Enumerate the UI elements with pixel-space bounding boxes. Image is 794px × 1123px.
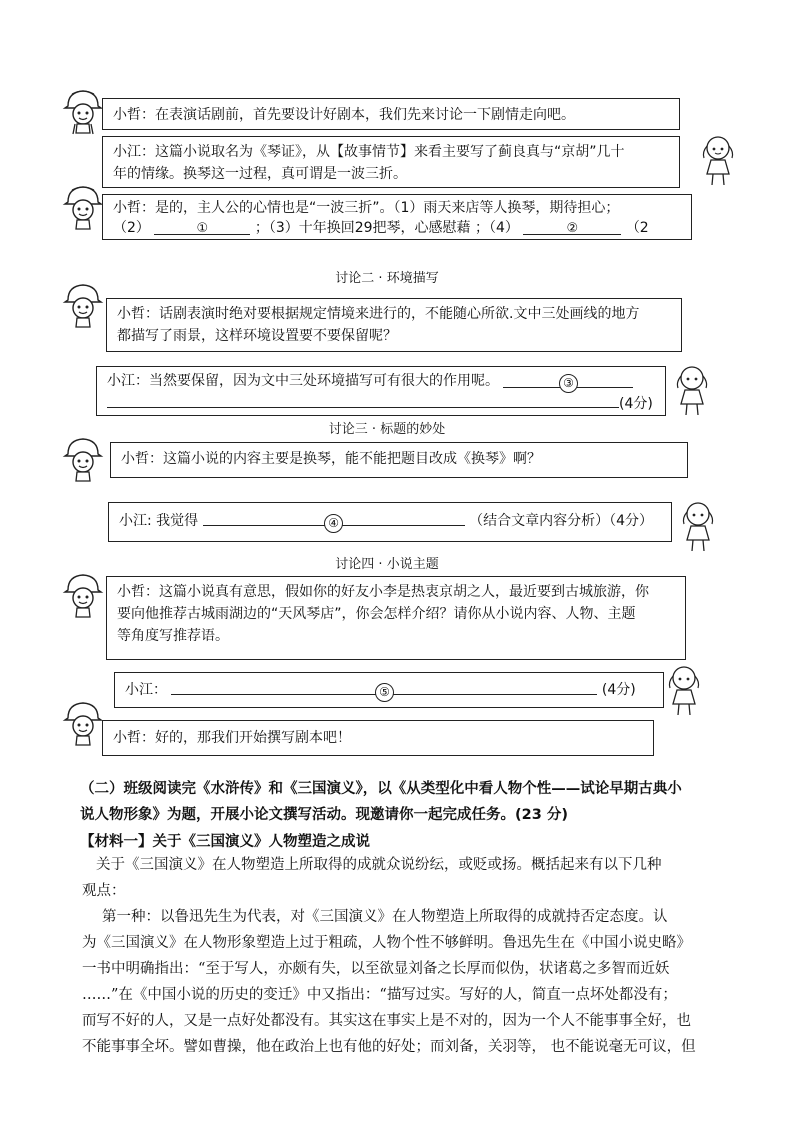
dialogue-box-jiang-2 <box>96 366 666 416</box>
dialogue-box-jiang-3 <box>108 502 672 542</box>
answer-blank-3[interactable] <box>503 371 633 388</box>
dialogue-line: 等角度写推荐语。 <box>117 628 229 644</box>
dialogue-box-zhe-6 <box>102 720 654 756</box>
girl-avatar-icon <box>698 132 738 188</box>
dialogue-box-jiang-4 <box>114 672 664 708</box>
dialogue-box-zhe-5 <box>106 576 686 660</box>
score-label: (4分) <box>619 396 653 412</box>
dialogue-line: 都描写了雨景，这样环境设置要不要保留呢？ <box>117 328 397 344</box>
dialogue-box-zhe-4 <box>110 442 688 478</box>
answer-line[interactable] <box>107 391 619 408</box>
dialogue-line: 小哲：话剧表演时绝对要根据规定情境来进行的，不能随心所欲.文中三处画线的地方 <box>117 306 640 322</box>
paragraph-line: 一书中明确指出：“至于写人，亦颇有失，以至欲显刘备之长厚而似伪，状诸葛之多智而近妖 <box>82 961 670 977</box>
boy-avatar-icon <box>62 282 104 330</box>
discussion-heading-4: 讨论四 · 小说主题 <box>335 557 439 572</box>
paragraph-line: 观点： <box>82 883 126 899</box>
instruction-suffix: （结合文章内容分析）（4分） <box>469 513 653 529</box>
boy-avatar-icon <box>62 88 104 136</box>
paragraph-line: 关于《三国演义》在人物塑造上所取得的成就众说纷纭，或贬或扬。概括起来有以下几种 <box>96 857 662 873</box>
dialogue-text: 小江：当然要保留，因为文中三处环境描写可有很大的作用呢。 <box>107 373 499 389</box>
paragraph-line: 第一种：以鲁迅先生为代表，对《三国演义》在人物塑造上所取得的成就持否定态度。认 <box>102 909 668 925</box>
paragraph <box>82 852 714 904</box>
paragraph-line: ……”在《中国小说的历史的变迁》中又指出：“描写过实。写好的人，简直一点坏处都没有； <box>82 987 677 1003</box>
boy-avatar-icon <box>62 700 104 748</box>
dialogue-text: 小哲：这篇小说的内容主要是换琴，能不能把题目改成《换琴》啊？ <box>121 451 541 467</box>
girl-avatar-icon <box>672 362 712 418</box>
dialogue-line <box>113 218 681 238</box>
answer-blank-5[interactable] <box>171 678 597 699</box>
paragraph-line: 而写不好的人，又是一点好处都没有。其实这在事实上是不对的，因为一个人不能事事全好，也 <box>82 1013 691 1029</box>
section-title-line: （二）班级阅读完《水浒传》和《三国演义》，以《从类型化中看人物个性——试论早期古典小 <box>80 781 682 797</box>
circled-number: ③ <box>559 374 578 393</box>
paragraph-line: 不能事事全坏。譬如曹操，他在政治上也有他的好处；而刘备，关羽等， 也不能说毫无可议，但 <box>82 1039 696 1055</box>
discussion-heading-3: 讨论三 · 标题的妙处 <box>328 422 446 437</box>
boy-avatar-icon <box>62 572 104 620</box>
dialogue-text: 小哲：在表演话剧前，首先要设计好剧本，我们先来讨论一下剧情走向吧。 <box>113 107 575 123</box>
dialogue-box-zhe-2 <box>102 194 692 240</box>
score-label: (4分) <box>601 682 636 698</box>
section-title-line: 说人物形象》为题，开展小论文撰写活动。现邀请你一起完成任务。(23 分) <box>80 807 568 823</box>
material-title: 【材料一】关于《三国演义》人物塑造之成说 <box>80 834 370 850</box>
paragraph <box>82 904 714 1060</box>
dialogue-text: 小江: 我觉得 <box>119 513 199 529</box>
boy-avatar-icon <box>62 436 104 484</box>
blank-number: ① <box>196 221 209 236</box>
dialogue-box-zhe-3 <box>106 298 682 352</box>
circled-number: ④ <box>324 514 343 533</box>
blank-prefix: （2） <box>113 220 150 236</box>
dialogue-line: 年的情缘。换琴这一过程，真可谓是一波三折。 <box>113 166 407 182</box>
paragraph-line: 为《三国演义》在人物形象塑造上过于粗疏，人物个性不够鲜明。鲁迅先生在《中国小说史略》 <box>82 935 691 951</box>
girl-avatar-icon <box>678 498 718 554</box>
dialogue-box-jiang-1 <box>102 136 680 188</box>
circled-number: ⑤ <box>375 683 394 702</box>
dialogue-line: 小江：这篇小说取名为《琴证》，从【故事情节】来看主要写了蓟良真与“京胡”几十 <box>113 144 625 160</box>
dialogue-box-zhe-1 <box>102 98 680 130</box>
answer-blank-4[interactable] <box>203 509 465 530</box>
dialogue-line: 小哲：这篇小说真有意思，假如你的好友小李是热衷京胡之人，最近要到古城旅游，你 <box>117 584 649 600</box>
answer-blank-1[interactable] <box>154 218 250 235</box>
dialogue-line: 小哲：是的，主人公的心情也是“一波三折”。（1）雨天来店等人换琴，期待担心； <box>113 200 620 216</box>
blank-suffix: （2 <box>625 220 649 236</box>
answer-blank-2[interactable] <box>523 218 621 235</box>
discussion-heading-2: 讨论二 · 环境描写 <box>335 271 439 286</box>
dialogue-text: 小哲：好的，那我们开始撰写剧本吧！ <box>113 730 351 746</box>
blank-middle: ；（3）十年换回29把琴，心感慰藉 ；（4） <box>254 220 519 236</box>
girl-avatar-icon <box>664 662 704 718</box>
blank-number: ② <box>566 221 579 236</box>
boy-avatar-icon <box>62 184 104 232</box>
dialogue-text: 小江： <box>125 682 167 698</box>
dialogue-line: 要向他推荐古城雨湖边的“天风琴店”，你会怎样介绍？请你从小说内容、人物、主题 <box>117 606 636 622</box>
section-title <box>80 776 720 828</box>
